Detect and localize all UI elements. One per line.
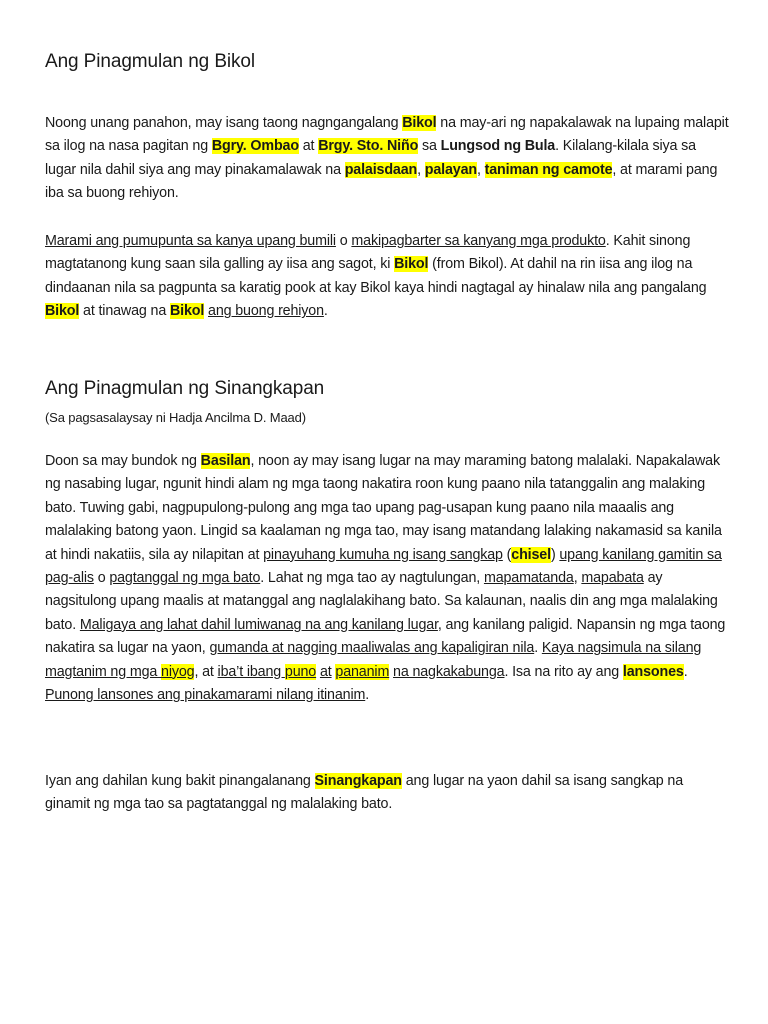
highlight-puno: puno (284, 663, 317, 680)
highlight-lansones: lansones (622, 663, 684, 680)
paragraph-sinangkapan-story: Doon sa may bundok ng Basilan, noon ay may isang lugar na may maraming batong malalaki. Napakalawak ng nasabing lugar, ngunit hindi alam ng mga taong nakatira roon kung paano nila tatanggalin ang malaking bato. Tuwing gabi, nagpupulong-pulong ang mga tao upang pag-usapan kung paano nila maaalis ang malalaking batong yaon. Lingid sa kaalaman ng mga tao, may isang matandang lalaking nakamasid sa kanila at hindi nakatiis, sila ay nilapitan at pinayuhang kumuha ng isang sangkap (chisel) upang kanilang gamitin sa pag-alis o pagtanggal ng mga bato. Lahat ng mga tao ay nagtulungan, mapamatanda, mapabata ay nagsitulong upang maalis at matanggal ang naglalakihang bato. Sa kalaunan, naalis din ang mga malalaking bato. Maligaya ang lahat dahil lumiwanag na ang kanilang lugar, ang kanilang paligid. Napansin ng mga taong nakatira sa lugar na yaon, gumanda at nagging maaliwalas ang kapaligiran nila. Kaya nagsimula na silang magtanim ng mga niyog, at iba’t ibang puno at pananim na nagkakabunga. Isa na rito ay ang lansones. Punong lansones ang pinakamarami nilang itinanim. (45, 453, 726, 704)
highlight-bikol: Bikol (169, 303, 205, 320)
highlight-sto-nino: Brgy. Sto. Niño (318, 138, 419, 155)
section-subtitle: (Sa pagsasalaysay ni Hadja Ancilma D. Maad) (45, 410, 306, 425)
highlight-bikol: Bikol (402, 115, 437, 131)
highlight-bikol: Bikol (394, 256, 429, 273)
highlight-basilan: Basilan (200, 453, 251, 469)
highlight-pananim: pananim (335, 663, 390, 680)
highlight-niyog: niyog (161, 663, 195, 680)
highlight-palayan: palayan (424, 161, 477, 178)
highlight-bikol: Bikol (45, 303, 80, 320)
section-title-sinangkapan: Ang Pinagmulan ng Sinangkapan (45, 378, 325, 399)
highlight-ombao: Bgry. Ombao (211, 138, 299, 155)
paragraph-bikol-origin: Noong unang panahon, may isang taong nagngangalang Bikol na may-ari ng napakalawak na lupaing malapit sa ilog na nasa pagitan ng Bgry. Ombao at Brgy. Sto. Niño sa Lungsod ng Bula. Kilalang-kilala siya sa lugar nila dahil siya ang may pinakamalawak na palaisdaan, palayan, taniman ng camote, at marami pang iba sa buong rehiyon. (45, 115, 729, 202)
highlight-palaisdaan: palaisdaan (344, 161, 418, 178)
paragraph-sinangkapan-name: Iyan ang dahilan kung bakit pinangalanang Sinangkapan ang lugar na yaon dahil sa isang sangkap na ginamit ng mga tao sa pagtatanggal ng malalaking bato. (45, 773, 684, 813)
highlight-chisel: chisel (511, 546, 551, 563)
highlight-sinangkapan: Sinangkapan (314, 773, 402, 789)
bold-lungsod-bula: Lungsod ng Bula (440, 138, 556, 155)
highlight-taniman: taniman ng camote (484, 161, 613, 178)
paragraph-bikol-name: Marami ang pumupunta sa kanya upang bumili o makipagbarter sa kanyang mga produkto. Kahit sinong magtatanong kung saan sila galling ay iisa ang sagot, ki Bikol (from Bikol). At dahil na rin iisa ang ilog na dindaanan nila sa pagpunta sa karatig pook at kay Bikol kaya hindi nagtagal ay hinalaw nila ang pangalang Bikol at tinawag na Bikol ang buong rehiyon. (45, 233, 707, 320)
section-title-bikol: Ang Pinagmulan ng Bikol (45, 51, 256, 72)
